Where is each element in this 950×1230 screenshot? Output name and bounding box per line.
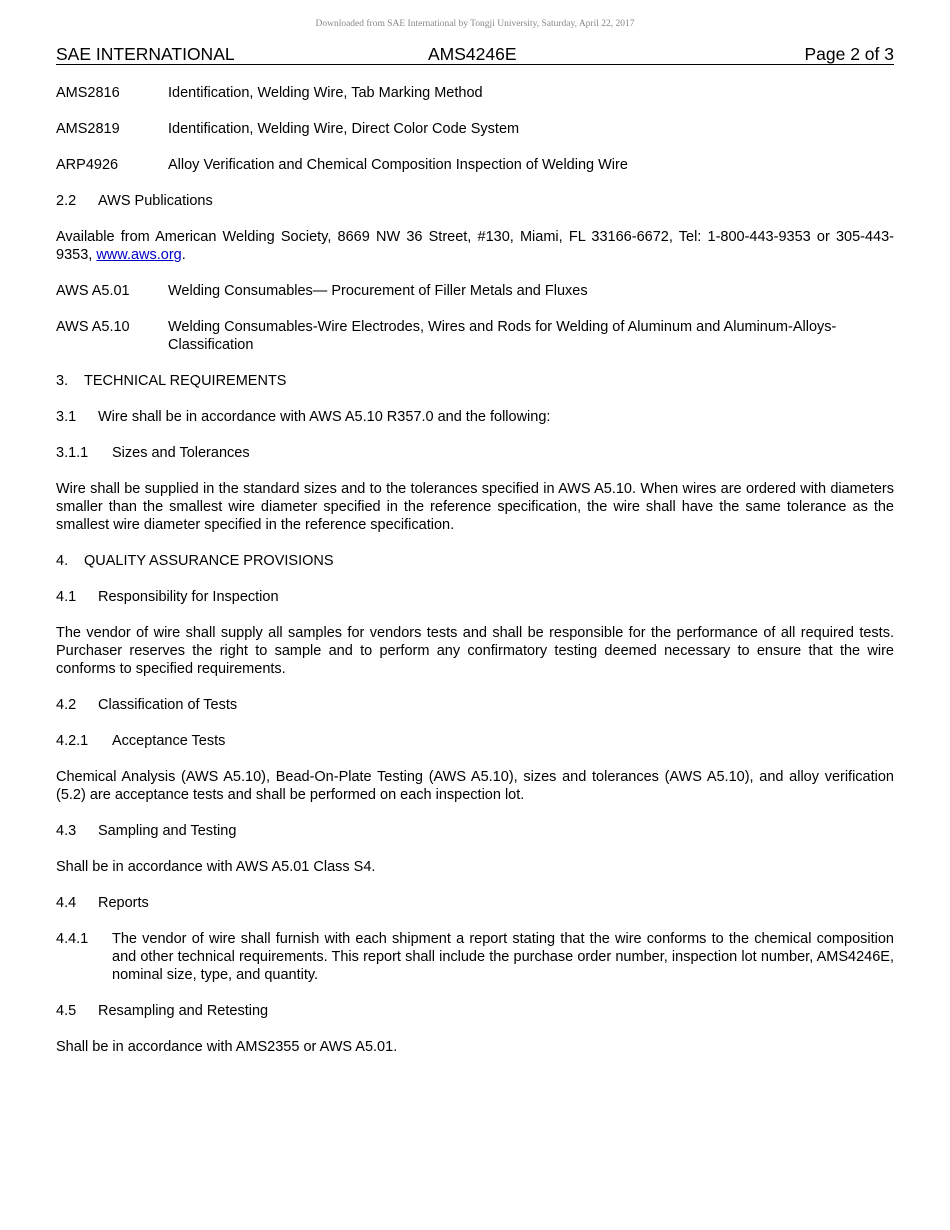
acceptance-tests-paragraph: Chemical Analysis (AWS A5.10), Bead-On-Plate Testing (AWS A5.10), sizes and tolerances (AWS A5.10), and alloy verification (5.2) are acceptance tests and shall be performed on each inspection lot.	[56, 769, 894, 803]
aws-availability-text: Available from American Welding Society, 8669 NW 36 Street, #130, Miami, FL 33166-6672, Tel: 1-800-443-9353 or 305-443-9353,	[56, 229, 894, 263]
reference-code: AMS2819	[56, 121, 120, 137]
section-number: 3.	[56, 373, 69, 389]
section-heading-4-2	[56, 696, 894, 714]
responsibility-paragraph: The vendor of wire shall supply all samples for vendors tests and shall be responsible for the performance of all required tests. Purchaser reserves the right to sample and to perform any confirmatory testing deemed necessary to ensure that the wire conforms to specified requirements.	[56, 625, 894, 677]
section-number: 4.2	[56, 697, 77, 713]
section-heading-4-2-1	[56, 732, 894, 750]
section-heading-4	[56, 552, 894, 570]
reference-title: Identification, Welding Wire, Tab Marking Method	[168, 85, 483, 101]
section-heading-4-1	[56, 588, 894, 606]
aws-availability-end: .	[181, 247, 186, 263]
reference-code: AMS2816	[56, 85, 120, 101]
reference-item	[56, 84, 894, 102]
reference-title: Identification, Welding Wire, Direct Color Code System	[168, 121, 520, 137]
section-heading-4-4	[56, 894, 894, 912]
section-title: Wire shall be in accordance with AWS A5.10 R357.0 and the following:	[98, 409, 551, 425]
section-title: Sampling and Testing	[98, 823, 237, 839]
section-title: Resampling and Retesting	[98, 1003, 269, 1019]
sampling-paragraph: Shall be in accordance with AWS A5.01 Class S4.	[56, 859, 376, 875]
aws-website-link[interactable]: www.aws.org	[96, 247, 182, 263]
section-title: AWS Publications	[98, 193, 213, 209]
reference-item	[56, 282, 894, 300]
section-title: Classification of Tests	[98, 697, 238, 713]
resampling-paragraph: Shall be in accordance with AMS2355 or AWS A5.01.	[56, 1039, 398, 1055]
section-number: 4.3	[56, 823, 77, 839]
section-title: Sizes and Tolerances	[112, 445, 250, 461]
section-number: 4.4.1	[56, 931, 89, 947]
reference-item	[56, 318, 894, 354]
reference-item	[56, 156, 894, 174]
section-title: Responsibility for Inspection	[98, 589, 279, 605]
download-watermark: Downloaded from SAE International by Tongji University, Saturday, April 22, 2017	[315, 19, 635, 29]
reports-paragraph: The vendor of wire shall furnish with each shipment a report stating that the wire conforms to the chemical composition and other technical requirements. This report shall include the purchase order number, inspection lot number, AMS4246E, nominal size, type, and quantity.	[112, 931, 894, 983]
section-heading-4-5	[56, 1002, 894, 1020]
section-number: 2.2	[56, 193, 77, 209]
document-body	[56, 84, 894, 1074]
section-4-4-1	[56, 930, 894, 984]
section-number: 4.1	[56, 589, 77, 605]
reference-item	[56, 120, 894, 138]
section-heading-3-1	[56, 408, 894, 426]
section-heading-3	[56, 372, 894, 390]
section-heading-3-1-1	[56, 444, 894, 462]
reference-title: Alloy Verification and Chemical Composition Inspection of Welding Wire	[168, 157, 628, 173]
reference-code: ARP4926	[56, 157, 119, 173]
section-title: QUALITY ASSURANCE PROVISIONS	[84, 553, 334, 569]
section-title: Acceptance Tests	[112, 733, 226, 749]
header-org: SAE INTERNATIONAL	[56, 44, 235, 64]
section-number: 4.	[56, 553, 69, 569]
reference-title: Welding Consumables-Wire Electrodes, Wires and Rods for Welding of Aluminum and Aluminum-Alloys-Classification	[168, 319, 837, 353]
section-title: TECHNICAL REQUIREMENTS	[84, 373, 287, 389]
section-title: Reports	[98, 895, 149, 911]
section-heading-4-3	[56, 822, 894, 840]
section-number: 3.1	[56, 409, 77, 425]
reference-title: Welding Consumables— Procurement of Filler Metals and Fluxes	[168, 283, 588, 299]
reference-code: AWS A5.10	[56, 319, 130, 335]
header-doc-number: AMS4246E	[428, 44, 517, 64]
reference-code: AWS A5.01	[56, 283, 130, 299]
aws-availability-paragraph	[56, 228, 894, 264]
page-header	[56, 44, 894, 65]
section-heading-2-2	[56, 192, 894, 210]
sizes-tolerances-paragraph: Wire shall be supplied in the standard sizes and to the tolerances specified in AWS A5.10. When wires are ordered with diameters smaller than the smallest wire diameter specified in the reference specification, the wire shall have the same tolerance as the smallest wire diameter specified in the reference specification.	[56, 481, 894, 533]
section-number: 3.1.1	[56, 445, 89, 461]
header-page-number: Page 2 of 3	[804, 44, 894, 64]
section-number: 4.5	[56, 1003, 77, 1019]
section-number: 4.4	[56, 895, 77, 911]
section-number: 4.2.1	[56, 733, 89, 749]
